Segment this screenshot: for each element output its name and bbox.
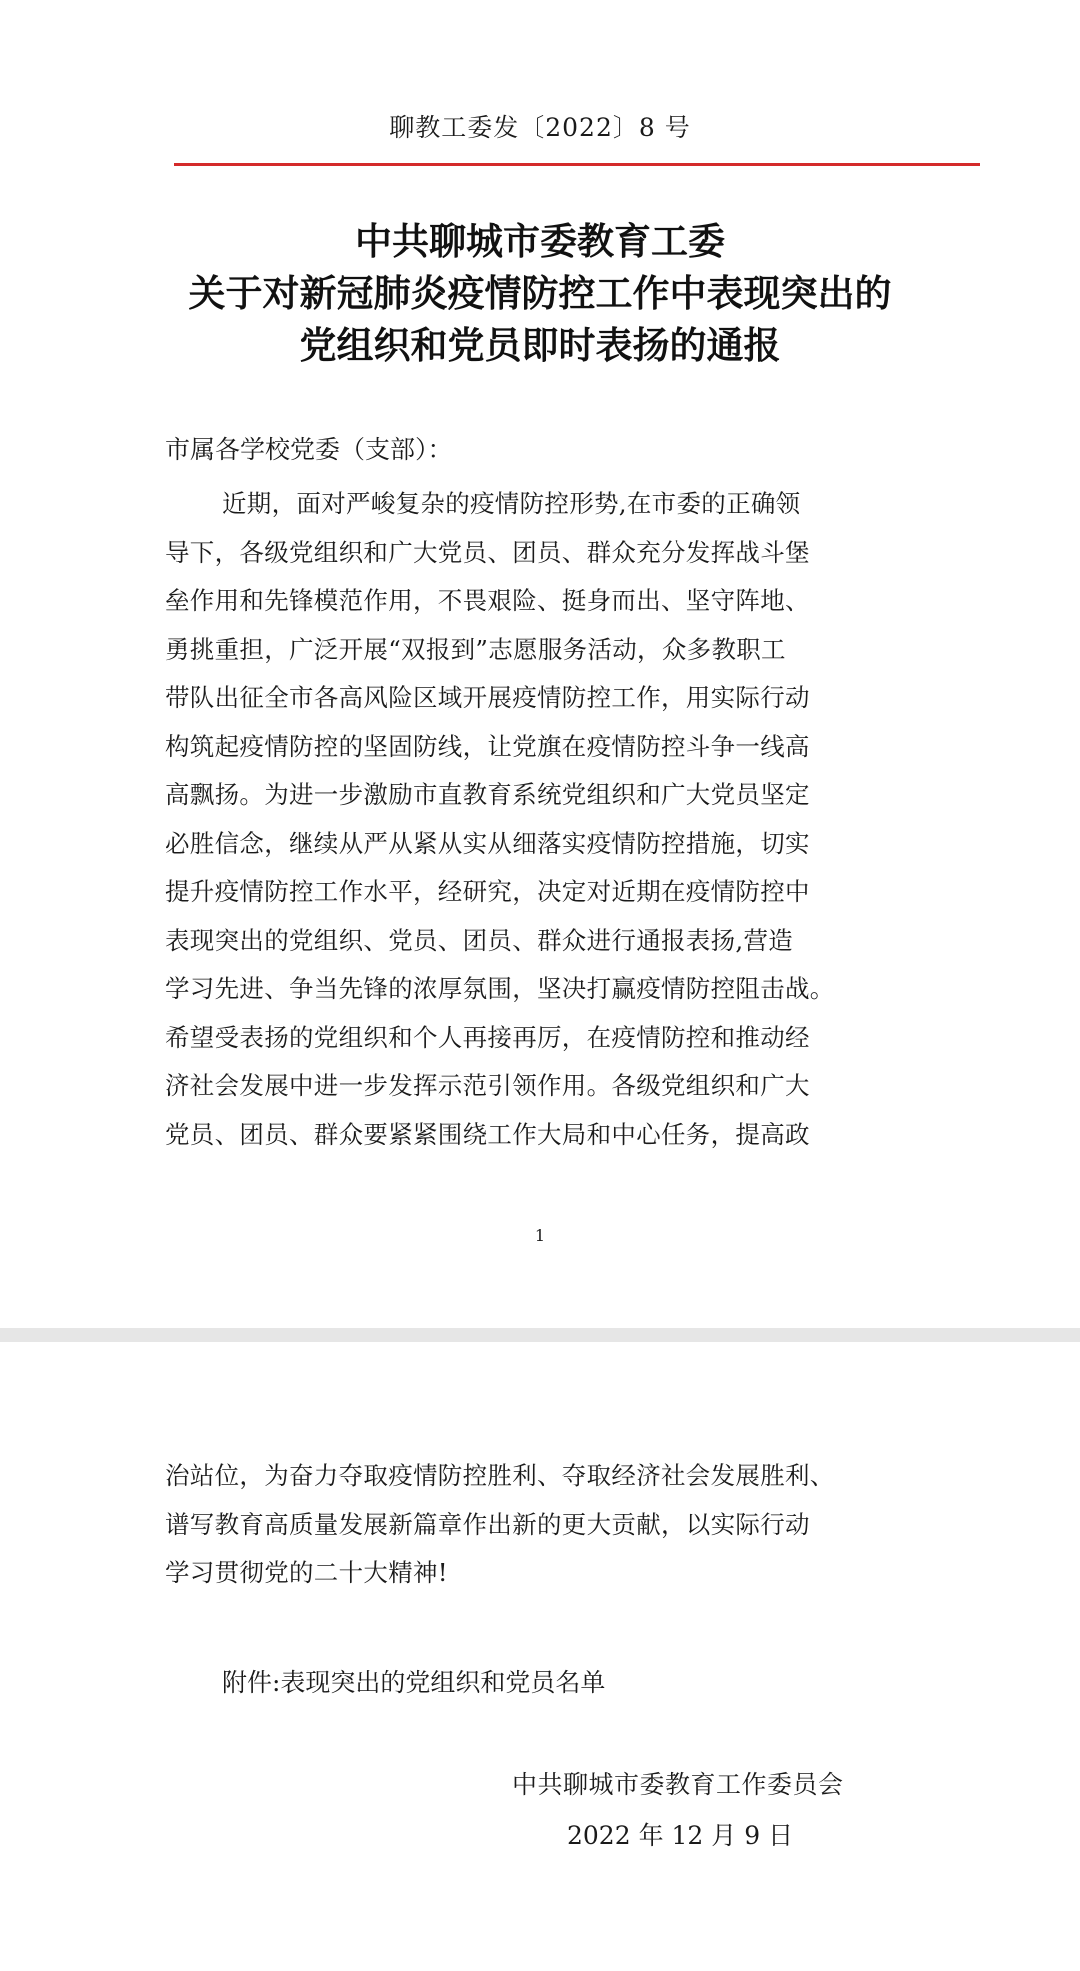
document-page-2 bbox=[0, 1342, 1080, 1971]
issuer-signature: 中共聊城市委教育工作委员会 bbox=[512, 1770, 844, 1799]
body-line: 近期，面对严峻复杂的疫情防控形势,在市委的正确领 bbox=[222, 489, 801, 518]
body-line: 学习先进、争当先锋的浓厚氛围，坚决打赢疫情防控阻击战。 bbox=[165, 974, 835, 1003]
body-line: 勇挑重担，广泛开展“双报到”志愿服务活动，众多教职工 bbox=[165, 634, 786, 664]
body-line: 提升疫情防控工作水平，经研究，决定对近期在疫情防控中 bbox=[165, 877, 810, 906]
body-text-page-2 bbox=[165, 1456, 945, 1602]
red-header-rule bbox=[174, 163, 980, 166]
body-line: 希望受表扬的党组织和个人再接再厉，在疫情防控和推动经 bbox=[165, 1022, 810, 1052]
title-line-2: 关于对新冠肺炎疫情防控工作中表现突出的 bbox=[188, 272, 892, 315]
body-line: 高飘扬。为进一步激励市直教育系统党组织和广大党员坚定 bbox=[165, 780, 810, 809]
body-line: 导下，各级党组织和广大党员、团员、群众充分发挥战斗堡 bbox=[165, 537, 810, 567]
title-line-1: 中共聊城市委教育工委 bbox=[355, 220, 725, 263]
body-line: 构筑起疫情防控的坚固防线，让党旗在疫情防控斗争一线高 bbox=[165, 731, 810, 761]
attachment-note: 附件:表现突出的党组织和党员名单 bbox=[222, 1668, 606, 1697]
body-line: 济社会发展中进一步发挥示范引领作用。各级党组织和广大 bbox=[165, 1071, 810, 1100]
body-text-page-1 bbox=[165, 484, 945, 1163]
body-line: 必胜信念，继续从严从紧从实从细落实疫情防控措施，切实 bbox=[165, 828, 810, 858]
body-line: 表现突出的党组织、党员、团员、群众进行通报表扬,营造 bbox=[165, 925, 794, 955]
page-number: 1 bbox=[534, 1226, 546, 1245]
document-title bbox=[0, 216, 1080, 372]
issue-date: 2022 年 12 月 9 日 bbox=[567, 1821, 794, 1850]
body-line: 垒作用和先锋模范作用，不畏艰险、挺身而出、坚守阵地、 bbox=[165, 586, 810, 615]
body-line: 谱写教育高质量发展新篇章作出新的更大贡献，以实际行动 bbox=[165, 1509, 810, 1539]
body-line: 学习贯彻党的二十大精神! bbox=[165, 1558, 448, 1587]
body-line: 治站位，为奋力夺取疫情防控胜利、夺取经济社会发展胜利、 bbox=[165, 1461, 835, 1490]
title-line-3: 党组织和党员即时表扬的通报 bbox=[299, 324, 781, 367]
body-line: 党员、团员、群众要紧紧围绕工作大局和中心任务，提高政 bbox=[165, 1119, 810, 1149]
salutation: 市属各学校党委（支部）： bbox=[165, 435, 453, 464]
document-number: 聊教工委发〔2022〕8 号 bbox=[389, 113, 691, 142]
body-line: 带队出征全市各高风险区域开展疫情防控工作，用实际行动 bbox=[165, 683, 810, 712]
